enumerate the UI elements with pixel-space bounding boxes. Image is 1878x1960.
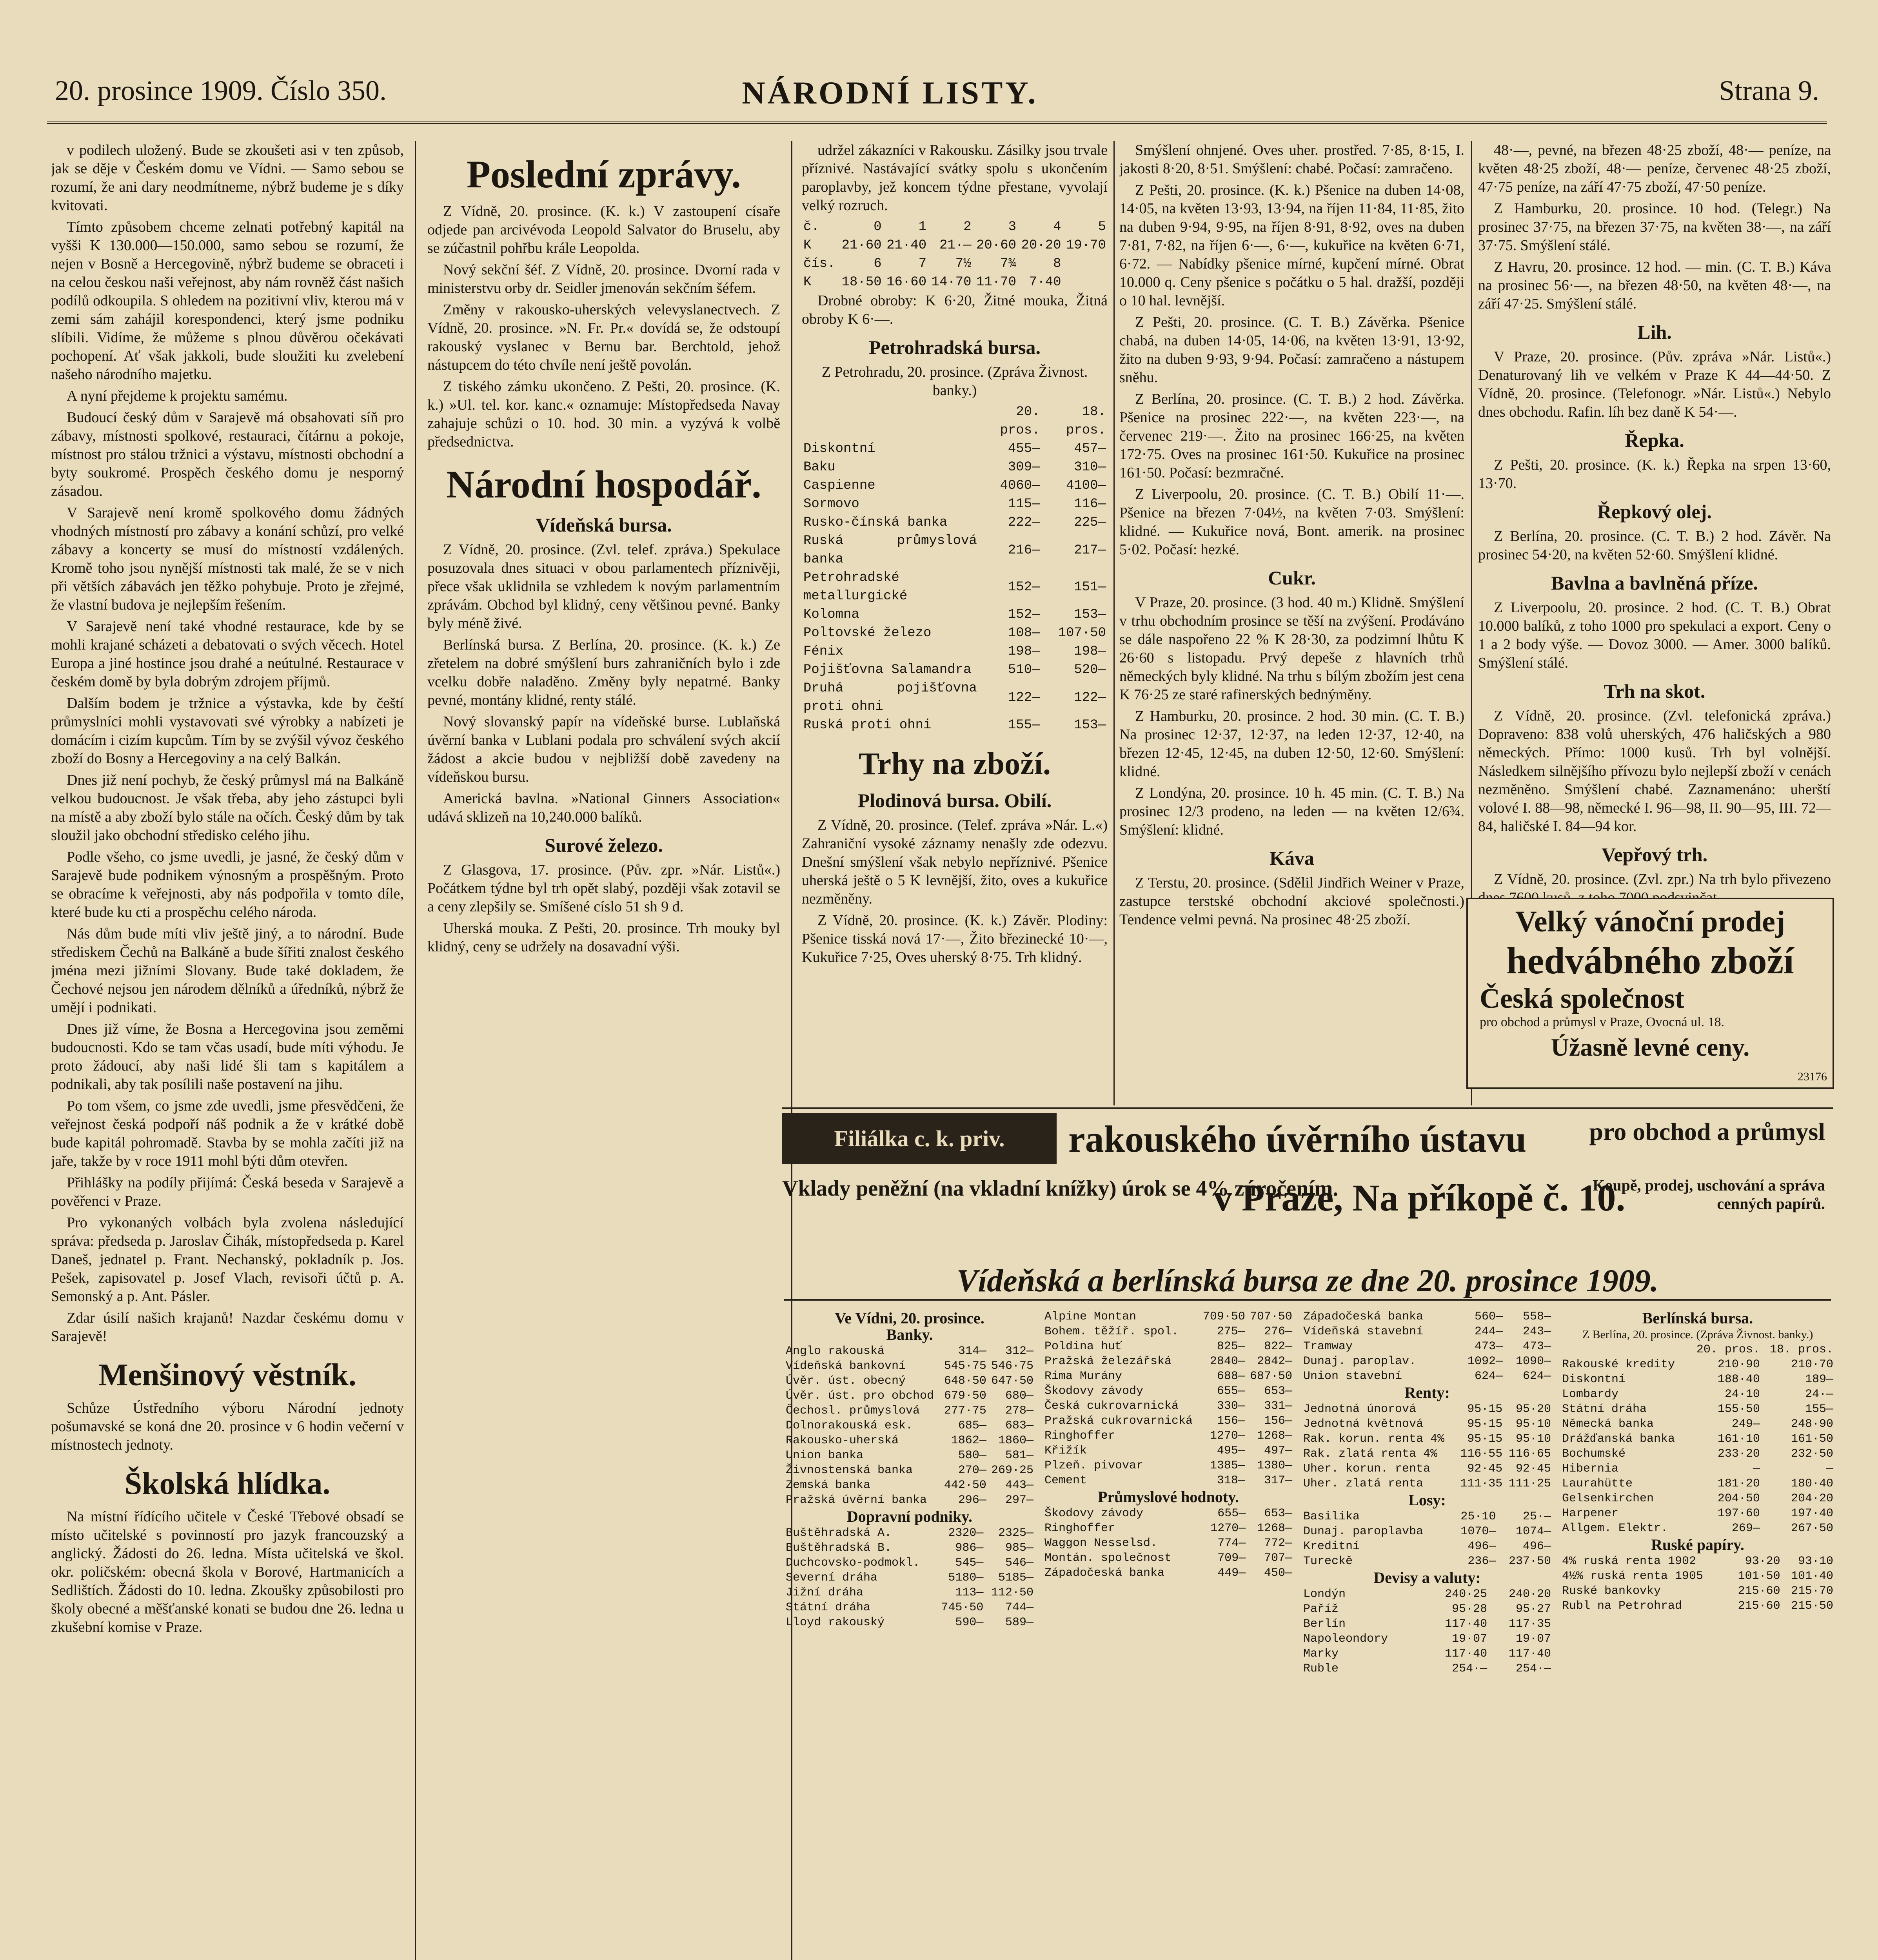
subheading: Trh na skot. [1604, 680, 1705, 702]
table-row: 4% ruská renta 1902 93·20 93·10 [1562, 1555, 1833, 1568]
table-row: Union banka 580— 581— [786, 1449, 1033, 1462]
paragraph: Nový sekční šéf. Z Vídně, 20. prosince. Dvorní rada v ministerstvu orby dr. Seidler jmenován sekčním šéfem. [427, 261, 780, 296]
table-row: Fénix 198— 198— [803, 644, 1106, 659]
paragraph: Americká bavlna. »National Ginners Association« udává sklizeň na 10,240.000 balíků. [427, 790, 780, 825]
table-header [802, 403, 979, 440]
subheading: Devisy a valuty: [1373, 1569, 1481, 1586]
table-row: Rak. zlatá renta 4% 116·55 116·65 [1303, 1447, 1551, 1461]
table-row: Zemská banka 442·50 443— [786, 1479, 1033, 1492]
table-row: Úvěr. úst. obecný 648·50 647·50 [786, 1374, 1033, 1388]
banner-details [782, 1176, 1833, 1219]
table-row: Škodovy závody 655— 653— [1044, 1385, 1292, 1398]
table-row: Uher. korun. renta 92·45 92·45 [1303, 1462, 1551, 1475]
paragraph: Z Vídně, 20. prosince. (Telef. zpráva »Nár. L.«) Zahraniční vysoké záznamy nenašly zde odezvu. Dnešní smýšlení však nebylo nepříznivé. Pšenice uherská ještě o 5 K levnější, žito, oves a kukuřice nezměněny. [802, 817, 1108, 907]
paragraph: 48·—, pevné, na březen 48·25 zboží, 48·— peníze, na květen 48·25 zboží, 48·— peníze, červenec 48·25 zboží, 47·75 peníze, na září 47·75 zboží, 47·50 peníze. [1478, 142, 1831, 195]
table-row: Uher. zlatá renta 111·35 111·25 [1303, 1477, 1551, 1490]
section-heading: Školská hlídka. [124, 1466, 331, 1501]
table-row: Rubl na Petrohrad 215·60 215·50 [1562, 1599, 1833, 1613]
subheading: Dopravní podniky. [846, 1508, 973, 1525]
table-header: 18. pros. [1769, 1343, 1833, 1356]
paragraph: Smýšlení ohnjené. Oves uher. prostřed. 7·85, 8·15, I. jakosti 8·20, 8·51. Smýšlení: chabé. Počasí: zamračeno. [1119, 142, 1464, 177]
paragraph: Schůze Ústředního výboru Národní jednoty pošumavské se koná dne 20. prosince v 6 hodin večerní v místnostech jednoty. [51, 1400, 404, 1453]
table-row: Státní dráha 745·50 744— [786, 1601, 1033, 1614]
paragraph: Po tom všem, co jsme zde uvedli, jsme přesvědčeni, že veřejnost česká podpoří náš podnik a že v krátké době bude kapitál pohromadě. Stavba by se mohla začíti již na jaře, takže by v roce 1911 mohl býti dům otevřen. [51, 1098, 404, 1169]
table-row: Jednotná únorová 95·15 95·20 [1303, 1403, 1551, 1416]
table-row: Státní dráha 155·50 155— [1562, 1403, 1833, 1416]
table-row: Londýn 240·25 240·20 [1303, 1588, 1551, 1601]
table-row: Diskontní 188·40 189— [1562, 1373, 1833, 1386]
subheading: Petrohradská bursa. [868, 336, 1041, 358]
paragraph: udržel zákazníci v Rakousku. Zásilky jsou trvale příznivé. Nastávající svátky spolu s ukončením paroplavby, jež koncem týdne přestane, vyvolají velký rozruch. [802, 142, 1108, 214]
table-row: Ruble 254·— 254·— [1303, 1662, 1551, 1675]
table-row: Cement 318— 317— [1044, 1474, 1292, 1487]
subheading: Renty: [1404, 1384, 1450, 1401]
banner-title: rakouského úvěrního ústavu [1068, 1118, 1527, 1160]
ad-number: 23176 [1798, 1070, 1827, 1083]
paragraph: Pro vykonaných volbách byla zvolena následující správa: předseda p. Jaroslav Čihák, místopředseda p. Karel Daneš, jednatel p. Frant. Nechanský, pokladník p. Jos. Pešek, zapisovatel p. Josef Vlach, revisoři účtů p. A. Semonský a p. Ant. Pásler. [51, 1214, 404, 1305]
vienna-bursa-column [784, 1309, 1035, 1960]
table-row: Buštěhradská A. 2320— 2325— [786, 1526, 1033, 1540]
table-row: Lombardy 24·10 24·— [1562, 1388, 1833, 1401]
table-header: 1 [918, 220, 927, 234]
table-row: Tramway 473— 473— [1303, 1340, 1551, 1353]
table-row: Basilika 25·10 25·— [1303, 1510, 1551, 1523]
table-row: Pojišťovna Salamandra 510— 520— [803, 662, 1106, 677]
industrial-table [1043, 1309, 1294, 1488]
table-row: Kreditní 496— 496— [1303, 1540, 1551, 1553]
newspaper-title: NÁRODNÍ LISTY. [742, 75, 1038, 111]
paragraph: Berlínská bursa. Z Berlína, 20. prosince. (K. k.) Ze zřetelem na dobré smýšlení burs zahraničních bylo i zde vcelku dobře naladěno. Změny byly nepatrné. Banky pevné, montány klidné, renty stálé. [427, 637, 780, 708]
table-row: Druhá pojišťovna proti ohni 122— 122— [803, 681, 1106, 714]
column-4 [1119, 141, 1464, 1243]
table-row: Škodovy závody 655— 653— [1044, 1507, 1292, 1520]
paragraph: Z Hamburku, 20. prosince. 2 hod. 30 min. (C. T. B.) Na prosinec 12·37, 12·37, na leden 12·37, 12·40, na březen 12·45, 12·45, na duben 12·50, 12·60. Smýšlení: klidné. [1119, 708, 1464, 780]
paragraph: V Praze, 20. prosince. (3 hod. 40 m.) Klidně. Smýšlení v trhu obchodním prosince se těší na zvýšení. Prodáváno se dále naspořeno 22 % K 28·30, za podzimní lhůtu K 26·60 s listopadu. Prvý depeše z hlavních trhů německých byly klidné. Na trhu s bílým zbožím jest cena K 76·25 ze staré rafinerských bednýměny. [1119, 594, 1464, 703]
masthead [47, 74, 1827, 124]
table-row: Union stavební 624— 624— [1303, 1370, 1551, 1383]
table-row: Anglo rakouská 314— 312— [786, 1345, 1033, 1358]
subheading: Lih. [1637, 321, 1672, 343]
section-heading: Národní hospodář. [446, 463, 761, 506]
table-header: č. [803, 220, 819, 234]
table-row: Vídeňská bankovní 545·75 546·75 [786, 1359, 1033, 1373]
table-row: Ruská průmyslová banka 216— 217— [803, 534, 1106, 567]
industrial-values-table [1043, 1506, 1294, 1581]
subheading: Řepka. [1625, 429, 1684, 451]
table-row: Poldina huť 825— 822— [1044, 1340, 1292, 1353]
table-row: Caspienne 4060— 4100— [803, 478, 1106, 493]
table-row: Pražská úvěrní banka 296— 297— [786, 1494, 1033, 1507]
paragraph: Uherská mouka. Z Pešti, 20. prosince. Trh mouky byl klidný, ceny se udržely na dosavadní výši. [427, 920, 780, 955]
table-row: Tureckě 236— 237·50 [1303, 1555, 1551, 1568]
paragraph: Změny v rakousko-uherských velevyslanectvech. Z Vídně, 20. prosince. »N. Fr. Pr.« dovídá se, že odstoupí rakouský vyslanec v Bernu bar. Berchtold, jehož nástupcem do této chvíle není ještě povolán. [427, 301, 780, 373]
banner-address: v Praze, Na příkopě č. 10. [1213, 1177, 1626, 1219]
table-row: Rima Murány 688— 687·50 [1044, 1370, 1292, 1383]
subheading: Cukr. [1268, 567, 1316, 589]
ad-company: Česká společnost [1480, 983, 1685, 1014]
table-header: 3 [1008, 220, 1017, 234]
paragraph: Z Berlína, 20. prosince. (C. T. B.) 2 hod. Závěr. Na prosinec 54·20, na květen 52·60. Smýšlení klidné. [1478, 528, 1831, 563]
table-row: Kolomna 152— 153— [803, 607, 1106, 622]
rents-bursa-column [1302, 1309, 1553, 1960]
grain-price-table [802, 218, 1108, 292]
paragraph: Z Terstu, 20. prosince. (Sdělil Jindřich Weiner v Praze, zastupce terstské obchodní akciové společnosti.) Tendence velmi pevná. Na prosinec 48·25 zboží. [1119, 875, 1464, 928]
industrial-bursa-column [1043, 1309, 1294, 1960]
ad-address: pro obchod a průmysl v Praze, Ovocná ul. 18. [1480, 1015, 1725, 1029]
table-row: Rak. korun. renta 4% 95·15 95·10 [1303, 1432, 1551, 1446]
table-row: Dunaj. paroplavba 1070— 1074— [1303, 1525, 1551, 1538]
paragraph: Z Londýna, 20. prosince. 10 h. 45 min. (C. T. B.) Na prosinec 12/3 prodeno, na leden — na květen 12/6¾. Smýšlení: klidné. [1119, 785, 1464, 838]
paragraph: Z Pešti, 20. prosince. (K. k.) Pšenice na duben 14·08, 14·05, na květen 13·93, 13·94, na říjen 11·84, 11·85, žito na duben 9·94, 9·95, na říjen 8·91, 8·92, oves na duben 7·81, 7·82, na říjen 6·—, 6·—, kukuřice na květen 6·71, 6·72. — Nabídky pšenice mírné, kupčení mírné. Obrat 10.000 q. Ceny pšenice s počátku o 5 hal. dražší, později o 10 hal. levnější. [1119, 182, 1464, 309]
table-row: Dunaj. paroplav. 1092— 1090— [1303, 1355, 1551, 1368]
paragraph: Z Hamburku, 20. prosince. 10 hod. (Telegr.) Na prosinec 37·75, na březen 37·75, na květen 38·—, na září 37·75. Smýšlení stálé. [1478, 200, 1831, 254]
table-row: Rakouské kredity 210·90 210·70 [1562, 1358, 1833, 1371]
table-row: Západočeská banka 449— 450— [1044, 1566, 1292, 1580]
table-row: Ruské bankovky 215·60 215·70 [1562, 1584, 1833, 1598]
table-row: Křižík 495— 497— [1044, 1444, 1292, 1457]
table-row: Rusko-čínská banka 222— 225— [803, 515, 1106, 530]
table-row: Diskontní 455— 457— [803, 441, 1106, 456]
table-row: Harpener 197·60 197·40 [1562, 1507, 1833, 1520]
table-row: Plzeň. pivovar 1385— 1380— [1044, 1459, 1292, 1472]
paragraph: Tímto způsobem chceme zelnati potřebný kapitál na vyšši K 130.000—150.000, samo sebou se rozumí, že nejen v Bosně a Hercegovině, nýbrž budeme se obraceti i na celou českou naši veřejnost, aby nám rovněž část našich podílů odkoupila. S ohledem na pozitivní vliv, kterou má v zemi sám zahájil korespondenci, který jsme podniku slíbili. Vidíme, že můžeme s plnou důvěrou očekávati pochopení. Ať však jakkoli, bude sloužiti ku zvelebení našeho národního majetku. [51, 219, 404, 383]
table-row: Dolnorakouská esk. 685— 683— [786, 1419, 1033, 1432]
paragraph: Z Glasgova, 17. prosince. (Pův. zpr. »Nár. Listů«.) Počátkem týdne byl trh opět slabý, později však zotavil se a ceny zlepšily se. Smíšené císlo 51 sh 9 d. [427, 862, 780, 915]
paragraph: Dnes již víme, že Bosna a Hercegovina jsou zeměmi budoucnosti. Kdo se tam včas usadí, bude míti výhodu. Je proto žádoucí, aby naši lidé šli tam s kapitálem a podnikali, aby tak posílili naše postavení na jihu. [51, 1021, 404, 1093]
paragraph: V Praze, 20. prosince. (Pův. zpráva »Nár. Listů«.) Denaturovaný lih ve velkém v Praze K 44—44·50. Z Vídně, 20. prosince. (Telefonogr. »Nár. Listů«.) Nebylo dnes obchodu. Rafin. líh bez daně K 54·—. [1478, 348, 1831, 420]
russian-papers-table [1560, 1554, 1835, 1613]
petrograd-bursa-table [802, 403, 1108, 735]
table-header: 2 [963, 220, 972, 234]
table-row: Rakousko-uherská 1862— 1860— [786, 1434, 1033, 1447]
table-row: Paříž 95·28 95·27 [1303, 1602, 1551, 1616]
berlin-table [1560, 1342, 1835, 1536]
silk-sale-advertisement [1466, 898, 1834, 1089]
table-row: Bochumské 233·20 232·50 [1562, 1447, 1833, 1461]
banner-subtitle: pro obchod a průmysl [1589, 1118, 1825, 1145]
table-row: K 21·60 21·40 21·— 20·60 20·20 19·70 [803, 238, 1106, 253]
rents-table [1302, 1402, 1553, 1491]
table-row: Buštěhradská B. 986— 985— [786, 1541, 1033, 1555]
table-row: Marky 117·40 117·40 [1303, 1647, 1551, 1661]
table-header: 18. pros. [1066, 405, 1106, 438]
currency-table [1302, 1587, 1553, 1676]
table-row: Ringhoffer 1270— 1268— [1044, 1522, 1292, 1535]
berlin-bursa-column [1560, 1309, 1835, 1960]
table-row: K 18·50 16·60 14·70 11·70 7·40 [803, 275, 1061, 290]
table-row: Živnostenská banka 270— 269·25 [786, 1464, 1033, 1477]
column-divider [1113, 141, 1115, 1105]
table-row: Pražská cukrovarnická 156— 156— [1044, 1414, 1292, 1428]
table-row: Napoleondory 19·07 19·07 [1303, 1632, 1551, 1646]
subheading: Průmyslové hodnoty. [1097, 1488, 1239, 1506]
paragraph: Budoucí český dům v Sarajevě má obsahovati síň pro zábavy, místnosti spolkové, restauraci, čítárnu a pokoje, místnost pro stálou tržnici a výstavu, místnosti obchodní a byty soukromé. Prospěch českého domu je nesporný zásadou. [51, 409, 404, 499]
table-header: 20. pros. [1696, 1343, 1760, 1356]
paragraph: Z tiského zámku ukončeno. Z Pešti, 20. prosince. (K. k.) »Ul. tel. kor. kanc.« oznamuje: Místopředseda Navay zahajuje schůzi o 10. hod. 30 min. a vyzývá k volbě předsednictva. [427, 378, 780, 450]
paragraph: Z Liverpoolu, 20. prosince. (C. T. B.) Obilí 11·—. Pšenice na březen 7·04½, na květen 7·03. Smýšlení: klidné. — Kukuřice nová, Bont. amerik. na prosinec 5·02. Počasí: hezké. [1119, 486, 1464, 558]
paragraph: Dnes již není pochyb, že český průmysl má na Balkáně velkou budoucnost. Je však třeba, aby jeho zástupci byli na místě a aby zboží bylo stále na očích. Český dům by tak sloužil jako obchodní středisko celého jihu. [51, 772, 404, 844]
paragraph: V Sarajevě není také vhodné restaurace, kde by se mohli krajané scházeti a debatovati o svých věcech. Hotel Europa a jiné hostince jsou drahé a neútulné. Restaurace v českém domě by byla dobrým zdrojem příjmů. [51, 618, 404, 690]
subheading: Losy: [1408, 1491, 1446, 1509]
paragraph: Z Havru, 20. prosince. 12 hod. — min. (C. T. B.) Káva na prosinec 56·—, na březen 48·50, na květen 48·—, na září 47·25. Smýšlení stálé. [1478, 259, 1831, 312]
paragraph: A nyní přejdeme k projektu samému. [67, 388, 288, 404]
subheading: Káva [1270, 847, 1314, 869]
table-row: Jednotná květnová 95·15 95·10 [1303, 1417, 1551, 1431]
table-row: Duchcovsko-podmokl. 545— 546— [786, 1556, 1033, 1570]
paragraph: Drobné obroby: K 6·20, Žitné mouka, Žitná obroby K 6·—. [802, 292, 1108, 327]
transport-table [784, 1526, 1035, 1630]
paragraph: Z Vídně, 20. prosince. (K. k.) V zastoupení císaře odjede pan arcivévoda Leopold Salvator do Bruselu, aby se zúčastnil pohřbu krále Leopolda. [427, 203, 780, 256]
subheading: Plodinová bursa. Obilí. [857, 789, 1052, 811]
table-row: Hibernia — — [1562, 1462, 1833, 1475]
banner-deposits: Vklady peněžní (na vkladní knížky) úrok se 4% zúročením. [782, 1176, 1339, 1201]
paragraph: Z Vídně, 20. prosince. (Zvl. telef. zpráva.) Spekulace posuzovala dnes situaci v obou parlamentech příznivěji, přece však uklidnila se vzhledem k novým parlamentním zprávám. Obchod byl klidný, ceny většinou pevné. Banky byly méně živé. [427, 541, 780, 632]
paragraph: Nový slovanský papír na vídeňské burse. Lublaňská úvěrní banka v Lublani podala pro schválení svých akcií žádost a akcie budou v nejbližší době zavedeny na vídeňskou bursu. [427, 713, 780, 785]
paragraph: Z Vídně, 20. prosince. (Zvl. zpr.) Na trh bylo přivezeno [1494, 871, 1831, 887]
table-header: 5 [1098, 220, 1106, 234]
table-row: Allgem. Elektr. 269— 267·50 [1562, 1522, 1833, 1535]
paragraph: Dalším bodem je tržnice a výstavka, kde by čeští průmyslníci mohli vystavovati své výrobky a nabízeti je domácím i cizím kupcům. Tím by se zvýšil vývoz českého zboží do Bosny a Hercegoviny a na celý Balkán. [51, 695, 404, 767]
paragraph: Z Pešti, 20. prosince. (C. T. B.) Závěrka. Pšenice chabá, na duben 14·05, 14·06, na květen 13·91, 13·92, žito na duben 9·93, 9·94. Počasí: zamračeno a nástupem sněhu. [1119, 314, 1464, 386]
table-row: Poltovské železo 108— 107·50 [803, 626, 1106, 641]
paragraph: v podilech uložený. Bude se zkoušeti asi v ten způsob, jak se děje v Českém domu ve Vídni. — Samo sebou se rozumí, že ani dary neodmítneme, nýbrž budeme je s díky kvitovati. [51, 142, 404, 214]
section-heading: Poslední zprávy. [466, 152, 741, 196]
table-row: Alpine Montan 709·50 707·50 [1044, 1310, 1292, 1323]
table-row: 4½% ruská renta 1905 101·50 101·40 [1562, 1570, 1833, 1583]
table-header: 4 [1053, 220, 1061, 234]
paragraph: Zdar úsilí našich krajanů! Nazdar českému domu v Sarajevě! [51, 1310, 404, 1345]
paragraph: Z Vídně, 20. prosince. (K. k.) Závěr. Plodiny: Pšenice tisská nová 17·—, Žito březinecké 10·—, Kukuřice 7·25, Oves uherský 8·75. Trh klidný. [802, 912, 1108, 965]
table-header [1560, 1342, 1688, 1357]
column-1 [51, 141, 404, 1960]
banks-table [784, 1344, 1035, 1508]
section-heading: Menšinový věstník. [98, 1358, 356, 1392]
issue-date: 20. prosince 1909. Číslo 350. [55, 75, 387, 106]
paragraph: V Sarajevě není kromě spolkového domu žádných vhodných místností pro zábavy a konání schůzí, pro velké zábavy a koncerty se musí do místností vzdálených. Kromě toho jsou nynější místnosti tak malé, že se v nich při větších zábavách jen těžko pohybuje. Proto je zřejmé, že vlastní budova je nejlepším řešením. [51, 505, 404, 613]
banner-label: Filiálka c. k. priv. [782, 1113, 1057, 1164]
subheading: Vepřový trh. [1601, 844, 1708, 866]
table-row: Drážďanská banka 161·10 161·50 [1562, 1432, 1833, 1446]
paragraph: Z Berlína, 20. prosince. (C. T. B.) 2 hod. Závěrka. Pšenice na prosinec 222·—, na květen 223·—, na červenec 219·—. Žito na prosinec 166·25, na květen 172·75. Oves na prosinec 161·50. Kukuřice na prosinec 161·50. Počasí: bezmračné. [1119, 391, 1464, 481]
table-row: Bohem. těžíř. spol. 275— 276— [1044, 1325, 1292, 1338]
paragraph: Nás dům bude míti vliv ještě jiný, a to národní. Bude střediskem Čechů na Balkáně a bude šířiti znalost českého jména mezi jižními Slovany. Bude také dokladem, že Čechové nejsou jen národem dělníků a úředníků, nýbrž že umějí i podnikati. [51, 926, 404, 1016]
banner-services: Koupě, prodej, uschování a správa cenných papírů. [1593, 1176, 1825, 1212]
table-row: Sormovo 115— 116— [803, 497, 1106, 512]
table-row: Česká cukrovarnická 330— 331— [1044, 1399, 1292, 1413]
bank-banner [782, 1113, 1833, 1250]
subheading: Surové železo. [545, 834, 663, 856]
subheading: Berlínská bursa. [1642, 1309, 1753, 1327]
table-row: Montán. společnost 709— 707— [1044, 1552, 1292, 1565]
table-row: Gelsenkirchen 204·50 204·20 [1562, 1492, 1833, 1505]
table-header: 20. pros. [1000, 405, 1040, 438]
table-header: 0 [874, 220, 882, 234]
table-row: Ringhoffer 1270— 1268— [1044, 1429, 1292, 1443]
table-row: Lloyd rakouský 590— 589— [786, 1616, 1033, 1629]
table-row: Pražská železářská 2840— 2842— [1044, 1355, 1292, 1368]
subheading: Ruské papíry. [1651, 1536, 1744, 1553]
table-row: čís. 6 7 7½ 7¾ 8 [803, 256, 1061, 271]
paragraph: Z Liverpoolu, 20. prosince. 2 hod. (C. T. B.) Obrat 10.000 balíků, z toho 1000 pro spekulaci a export. Ceny o 1 a 2 body výše. — Dovoz 3000. — Amer. 3000 balíků. Smýšlení stálé. [1478, 599, 1831, 671]
subheading: Řepkový olej. [1597, 501, 1712, 523]
bursa-heading: Vídeňská a berlínská bursa ze dne 20. prosince 1909. [784, 1262, 1831, 1301]
table-row: Německá banka 249— 248·90 [1562, 1417, 1833, 1431]
table-row: Čechosl. průmyslová 277·75 278— [786, 1404, 1033, 1417]
bursa-source: Z Berlína, 20. prosince. (Zpráva Živnost. banky.) [1582, 1328, 1813, 1341]
paragraph: Z Pešti, 20. prosince. (K. k.) Řepka na srpen 13·60, 13·70. [1478, 457, 1831, 492]
column-divider [415, 141, 416, 1960]
subheading: Vídeňská bursa. [536, 514, 672, 536]
table-row: Úvěr. úst. pro obchod 679·50 680— [786, 1389, 1033, 1403]
subheading: Bavlna a bavlněná příze. [1551, 572, 1758, 594]
paragraph: Z Petrohradu, 20. prosince. (Zpráva Živnost. banky.) [821, 364, 1088, 399]
paragraph: Z Vídně, 20. prosince. (Zvl. telefonická zpráva.) Dopraveno: 838 volů uherských, 476 haličských a 980 německých. Přímo: 1000 kusů. Trh byl volnější. Následkem silnějšího přívozu bylo nejlepší zboží v cenách nezměněno. Smýšlení chabé. Zaznamenáno: uherští volové I. 88—98, německé I. 96—98, II. 90—95, III. 72—84, haličské I. 84—94 kor. [1478, 708, 1831, 835]
table-row: Severní dráha 5180— 5185— [786, 1571, 1033, 1584]
table-row: Vídeňská stavební 244— 243— [1303, 1325, 1551, 1338]
table-row: Waggon Nesselsd. 774— 772— [1044, 1537, 1292, 1550]
table-row: Petrohradské metallurgické 152— 151— [803, 570, 1106, 604]
ad-product: hedvábného zboží [1506, 940, 1794, 982]
paragraph: Na místní řídícího učitele v České Třebové obsadí se místo učitelské s povinností pro jazyk francouzský a anglický. Žádosti do 26. ledna. Místa učitelská ve škol. okr. poličském: obecná škola v Borové, Hartmanicích a Sedlištích. Žádosti do 10. ledna. Zkoušky způsobilosti pro školy obecné a měšťanské konati se budou dne 26. ledna u zkušební komise v Praze. [51, 1508, 404, 1635]
table-row: Ruská proti ohni 155— 153— [803, 718, 1106, 733]
divider [782, 1107, 1833, 1109]
subheading: Ve Vídni, 20. prosince. [835, 1309, 984, 1327]
table-row: Berlín 117·40 117·35 [1303, 1617, 1551, 1631]
ad-slogan: Úžasně levné ceny. [1551, 1033, 1750, 1061]
subheading: Banky. [886, 1326, 933, 1343]
page-number: Strana 9. [1719, 75, 1819, 106]
table-row: Laurahütte 181·20 180·40 [1562, 1477, 1833, 1490]
table-row: Jižní dráha 113— 112·50 [786, 1586, 1033, 1599]
table-row: Západočeská banka 560— 558— [1303, 1310, 1551, 1323]
paragraph: Přihlášky na podíly přijímá: Česká beseda v Sarajevě a pověřenci v Praze. [51, 1174, 404, 1209]
table-row: Baku 309— 310— [803, 460, 1106, 475]
paragraph: Podle všeho, co jsme uvedli, je jasné, že český dům v Sarajevě bude podnikem výnosným a prospěšným. Proto se obracíme k veřejnosti, aby nás podpořila v tomto díle, které bude ku cti a prospěchu celého národa. [51, 849, 404, 920]
section-heading: Trhy na zboží. [859, 747, 1051, 781]
lots-table [1302, 1509, 1553, 1569]
ad-headline: Velký vánoční prodej [1515, 905, 1785, 938]
misc-table [1302, 1309, 1553, 1384]
column-2 [427, 141, 780, 1960]
